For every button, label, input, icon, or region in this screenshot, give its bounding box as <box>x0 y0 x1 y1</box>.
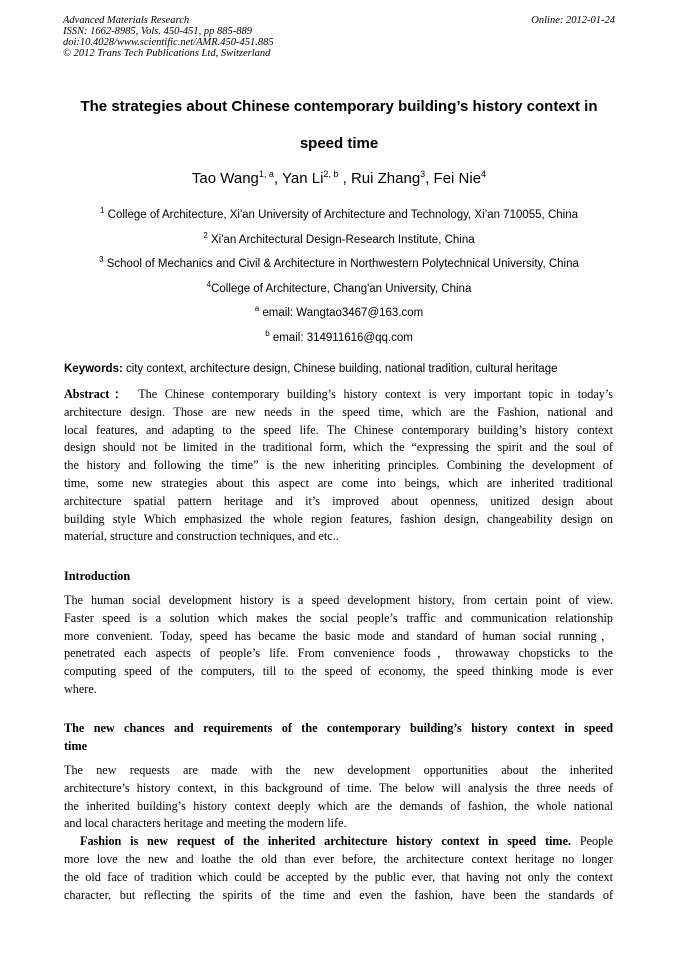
section2-line: and local characters heritage and meeting the modern life. <box>64 816 347 831</box>
author-sep: , <box>338 170 351 187</box>
introduction-heading: Introduction <box>64 569 131 583</box>
title-line-2: speed time <box>299 135 379 152</box>
keywords <box>64 362 624 377</box>
abstract <box>64 386 613 546</box>
affiliation-sup: 2 <box>203 230 208 240</box>
issn-line: ISSN: 1662-8985, Vols. 450-451, pp 885-889 <box>63 26 252 37</box>
abstract-line: design should not be limited in the traditional form, which the “expressing the spirit and the soul of <box>64 440 613 455</box>
journal-header <box>63 15 615 59</box>
email-line <box>40 322 638 347</box>
intro-line: Faster speed is a solution which makes the social people’s traffic and communication relationship <box>64 610 613 625</box>
author-sup: 1, a <box>258 169 274 179</box>
affiliation-line <box>40 224 638 249</box>
title-line-1: The strategies about Chinese contemporary building’s history context in <box>80 98 598 115</box>
affiliation-text: College of Architecture, Chang'an University, China <box>211 282 472 295</box>
email-sup: a <box>254 304 260 313</box>
section2-line: architecture’s history context, in this background of time. The below will analysis the three needs of <box>64 780 613 795</box>
section2-line <box>64 833 613 851</box>
keywords-text: city context, architecture design, Chinese building, national tradition, cultural heritage <box>122 363 558 375</box>
section2-heading-line: The new chances and requirements of the contemporary building’s history context in speed <box>64 721 613 735</box>
abstract-line: material, structure and construction techniques, and etc.. <box>64 529 339 544</box>
email-text: email: 314911616@qq.com <box>269 331 413 344</box>
email-text: email: Wangtao3467@163.com <box>259 307 424 319</box>
journal-name: Advanced Materials Research <box>63 15 190 26</box>
author-sup: 3 <box>420 169 426 179</box>
keywords-label: Keywords: <box>64 363 123 375</box>
section2-line: more love the new and loathe the old than ever before, the architecture context heritage no longer <box>64 851 613 866</box>
section2-line: character, but reflecting the spirits of the time and even the fashion, have been the standards of <box>64 887 613 902</box>
section2-line: the old face of tradition which could be accepted by the public ever, that having not only the context <box>64 869 613 884</box>
author-sup: 4 <box>481 169 487 179</box>
affiliation-sup: 1 <box>100 206 105 215</box>
affiliation-sup: 3 <box>99 255 104 264</box>
affiliation-line <box>40 199 638 224</box>
abstract-line: the history and following the time” is the new inheriting principles. Combining the development of <box>64 458 613 473</box>
author-name: Rui Zhang <box>350 170 421 187</box>
author-sep: , <box>425 170 434 187</box>
author-name: Fei Nie <box>433 170 482 187</box>
affiliation-line <box>40 273 638 298</box>
abstract-line: architecture design. Those are new needs in the speed time, which are the Fashion, national and <box>64 404 613 419</box>
copyright-line: © 2012 Trans Tech Publications Ltd, Switzerland <box>63 48 271 59</box>
section2-body <box>64 762 613 904</box>
affiliation-text: College of Architecture, Xi'an University of Architecture and Technology, Xi’an 710055, China <box>104 209 578 221</box>
intro-line: where. <box>64 681 97 696</box>
intro-line: more convenient. Today, speed has became the basic mode and standard of human social running， <box>64 628 613 643</box>
author-sep: , <box>273 170 282 187</box>
abstract-text: The Chinese contemporary building’s history context is very important topic in today’s <box>130 387 613 401</box>
affiliation-text: Xi'an Architectural Design-Research Institute, China <box>207 233 475 246</box>
intro-line: The human social development history is a speed development history, from certain point of view. <box>64 593 613 607</box>
section2-line: the inherited building’s history context deeply which are the demands of fashion, the whole national <box>64 798 613 813</box>
author-name: Yan Li <box>282 170 324 187</box>
intro-line: computing speed of the computers, till to the speed of economy, the speed thinking mode is ever <box>64 664 613 679</box>
section2-heading-line: time <box>64 738 88 753</box>
intro-line: penetrated each aspects of people’s life. From convenience foods，throwaway chopsticks to the <box>64 646 613 661</box>
section2-line: The new requests are made with the new development opportunities about the inherited <box>64 763 613 777</box>
introduction-body <box>64 592 613 699</box>
abstract-line: time, some new strategies about this aspect are come into beings, which are inherited traditional <box>64 475 613 490</box>
email-sup: b <box>265 328 270 338</box>
author-sup: 2, b <box>323 169 339 179</box>
section2-heading <box>64 720 613 756</box>
online-date: Online: 2012-01-24 <box>531 15 615 26</box>
fashion-lead: Fashion is new request of the inherited architecture history context in speed time. <box>80 834 572 849</box>
affiliation-line <box>40 248 638 273</box>
abstract-line: local features, and adapting to the speed life. The Chinese contemporary building’s history context <box>64 422 613 437</box>
abstract-line <box>64 386 613 404</box>
abstract-line: building style Which emphasized the whole region features, fashion design, changeability design on <box>64 511 613 526</box>
author-list <box>40 163 638 190</box>
doi-line: doi:10.4028/www.scientific.net/AMR.450-451.885 <box>63 37 274 48</box>
email-line <box>40 297 638 322</box>
fashion-lead-rest: People <box>571 834 613 849</box>
affiliation-text: School of Mechanics and Civil & Architecture in Northwestern Polytechnical University, China <box>103 258 579 270</box>
affiliation-sup: 4 <box>206 279 212 289</box>
abstract-label: Abstract： <box>64 387 131 401</box>
abstract-line: architecture spatial pattern heritage and it’s improved about openness, unitized design about <box>64 493 613 508</box>
affiliation-list <box>40 199 638 346</box>
paper-title <box>40 88 638 162</box>
author-name: Tao Wang <box>191 170 259 187</box>
